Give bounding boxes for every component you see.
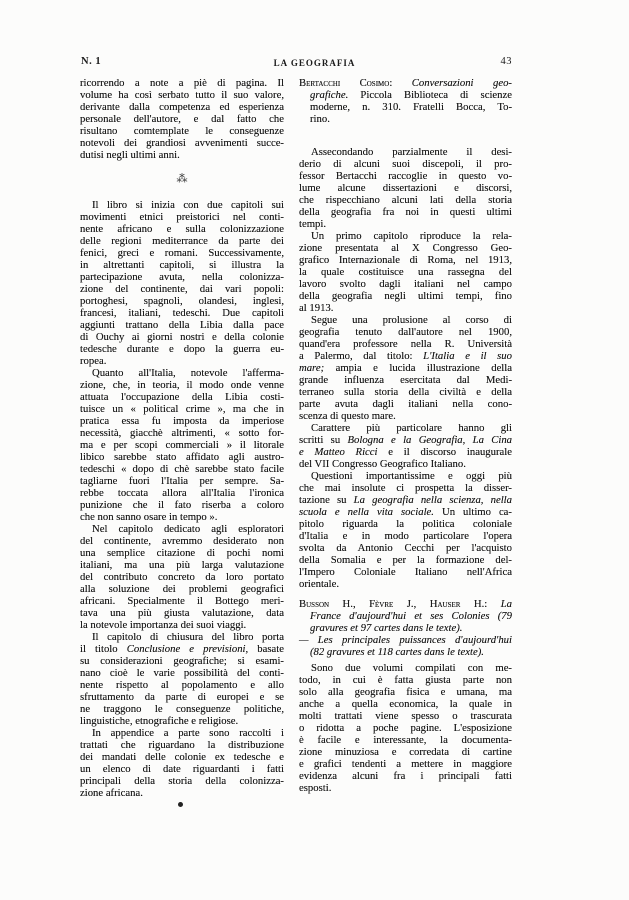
text-line: d'Italia e in modo particolare l'opera: [299, 530, 512, 542]
text-line: e grafici tendenti a mettere in maggiore: [299, 758, 512, 770]
right-column: [299, 0, 512, 900]
text-line: geografia tenuto dall'autore nel 1900,: [299, 326, 512, 338]
text-segment: scritti su: [299, 434, 348, 446]
text-line: [299, 446, 512, 458]
text-line: principali della storia della colonizza-: [80, 775, 284, 787]
text-line: [299, 77, 512, 89]
text-segment: ampia e lucida illustrazione della: [324, 362, 512, 374]
text-line: [299, 362, 512, 374]
text-line: trattati che riguardano la distribuzione: [80, 739, 284, 751]
italic-text: Conversazioni geo-: [411, 77, 512, 89]
text-segment: H.:: [460, 598, 501, 610]
text-line: anche a quella economica, la quale in: [299, 698, 512, 710]
text-line: una semplice citazione di pochi nomi: [80, 547, 284, 559]
author-name: Bertacchi Cosimo: [299, 77, 390, 89]
text-segment: Piccola Biblioteca di scienze: [348, 89, 512, 101]
italic-text: gravures et 97 cartes dans le texte).: [310, 622, 463, 634]
text-segment: H.,: [329, 598, 370, 610]
text-line: linguistiche, etnografiche e religiose.: [80, 715, 239, 727]
text-line: la quale costituisce una rassegna del: [299, 266, 512, 278]
text-line: tava una più giusta valutazione, data: [80, 607, 284, 619]
text-line: africani. Specialmente il Bottego meri-: [80, 595, 284, 607]
bibliographic-entry-bertacchi: [299, 77, 512, 125]
text-line: portoghesi, spagnoli, olandesi, inglesi,: [80, 295, 284, 307]
text-line: libico sarebbe stato affidato agli austro-: [80, 451, 284, 463]
review-busson: [299, 662, 512, 794]
italic-text: Conclusione e previsioni,: [126, 643, 249, 655]
text-segment: e il discorso inaugurale: [377, 446, 512, 458]
text-line: parte avuta dagli italiani nella cono-: [299, 398, 512, 410]
text-line: notevoli dei grandiosi avvenimenti succe-: [80, 137, 284, 149]
bibliographic-entry-busson: [299, 598, 512, 658]
text-line: lavoro svolto dagli italiani nel campo: [299, 278, 512, 290]
review-bertacchi: [299, 146, 512, 590]
text-line: Carattere più particolare hanno gli: [311, 422, 512, 434]
italic-text: e Matteo Ricci: [299, 446, 378, 458]
text-line: ropea.: [80, 355, 107, 367]
text-line: [299, 598, 512, 610]
text-line: Assecondando parzialmente il desi-: [311, 146, 512, 158]
text-line: italiani, ma una più larga valutazione: [80, 559, 284, 571]
text-line: rino.: [310, 113, 330, 125]
bibliographic-citation: [299, 598, 512, 658]
paragraph: [299, 422, 512, 470]
text-line: di Ouchy ai giorni nostri e della colonie: [80, 331, 284, 343]
text-segment: a Palermo, dal titolo:: [299, 350, 424, 362]
running-head-journal-title: LA GEOGRAFIA: [273, 58, 356, 68]
text-line: al 1913.: [299, 302, 334, 314]
text-line: orientale.: [299, 578, 340, 590]
text-segment: basate: [248, 643, 285, 655]
text-line: del contributo concreto da loro portato: [80, 571, 284, 583]
text-line: alla soluzione dei problemi geografici: [80, 583, 284, 595]
italic-text: La: [500, 598, 512, 610]
text-line: delle regioni mediterrance da parte dei: [80, 235, 284, 247]
paragraph: [80, 77, 284, 161]
text-line: punizione che il fato riserba a coloro: [80, 499, 284, 511]
text-line: che rispecchiano alcuni lati della storia: [299, 194, 512, 206]
italic-text: scuola e nella vita sociale.: [299, 506, 434, 518]
text-line: tedesche durante e dopo la guerra eu-: [80, 343, 284, 355]
text-line: todo, in cui è fatta giusta parte non: [299, 674, 512, 686]
italic-text: — Les principales puissances d'aujourd'hui: [299, 634, 512, 646]
italic-text: (82 gravures et 118 cartes dans le texte).: [310, 646, 484, 658]
paragraph: [299, 230, 512, 314]
text-line: [299, 622, 512, 634]
text-line: evidenza alcuni fra i principali fatti: [299, 770, 512, 782]
text-line: quand'era professore nella R. Università: [299, 338, 512, 350]
text-line: zione africana.: [80, 787, 143, 799]
text-line: francesi, italiani, tedeschi. Due capitoli: [80, 307, 284, 319]
italic-text: L'Italia e il suo: [423, 350, 512, 362]
text-line: del VII Congresso Geografico Italiano.: [299, 458, 466, 470]
end-bullet: [178, 802, 183, 807]
text-line: zione del continente, dai vari popoli:: [80, 283, 284, 295]
paragraph: [299, 314, 512, 422]
text-line: pitolo riguarda la politica coloniale: [299, 518, 512, 530]
text-line: movimenti etnici preistorici nel conti-: [80, 211, 284, 223]
text-line: [299, 89, 512, 101]
paragraph: [80, 523, 284, 631]
text-line: della geografia negli ultimi tempi, fino: [299, 290, 512, 302]
continued-paragraph: [80, 77, 284, 161]
text-line: risultano comtemplate le conseguenze: [80, 125, 284, 137]
paragraph: [80, 367, 284, 523]
text-line: ne traggono le conseguenze politiche,: [80, 703, 284, 715]
text-line: un elenco di date riguardanti i fatti: [80, 763, 284, 775]
text-line: che non sanno osare in tempo ».: [80, 511, 218, 523]
text-line: partecipazione avuta, nella colonizza-: [80, 271, 284, 283]
text-line: tedeschi « dopo di chè sarebbe stato facile: [80, 463, 284, 475]
text-line: Un primo capitolo riproduce la rela-: [311, 230, 512, 242]
text-line: grande influenza esercitata dal Medi-: [299, 374, 512, 386]
text-line: aggiunti trattano della Libia dalla pace: [80, 319, 284, 331]
review-body: [80, 199, 284, 799]
text-line: fenici, greci e romani. Successivamente,: [80, 247, 284, 259]
text-line: [299, 350, 512, 362]
text-line: zione, che, in teoria, il modo onde venne: [80, 379, 284, 391]
paragraph: [80, 631, 284, 727]
text-line: fessor Bertacchi raccoglie in questo vo-: [299, 170, 512, 182]
asterism-divider: ⁂: [176, 173, 188, 185]
text-line: grafico Internazionale di Roma, nel 1913,: [299, 254, 512, 266]
text-line: rebbe toccata allora all'Italia l'ironica: [80, 487, 284, 499]
text-line: lume alcune dissertazioni e discorsi,: [299, 182, 512, 194]
text-line: Quanto all'Italia, notevole l'afferma-: [92, 367, 284, 379]
page-number: 43: [500, 56, 512, 67]
text-line: Questioni importantissime e oggi più: [311, 470, 512, 482]
text-segment: J.,: [393, 598, 430, 610]
text-line: nano cioè le varie possibilità del conti-: [80, 667, 284, 679]
italic-text: grafiche.: [310, 89, 349, 101]
text-line: l'Impero Coloniale Italiano nell'Africa: [299, 566, 512, 578]
text-line: volume ha così serbato tutto il suo valore,: [80, 89, 284, 101]
text-line: esposti.: [299, 782, 332, 794]
paragraph: [299, 146, 512, 230]
italic-text: Bologna e la Geografia, La Cina: [347, 434, 513, 446]
text-line: tuisce un « political crime », ma che in: [80, 403, 284, 415]
text-line: Segue una prolusione al corso di: [311, 314, 512, 326]
text-line: è facile e interessante, la documenta-: [299, 734, 512, 746]
text-line: [80, 643, 284, 655]
text-line: della geografia fra noi in questi ultimi: [299, 206, 512, 218]
text-line: dutisi negli ultimi anni.: [80, 149, 180, 161]
paragraph: [80, 199, 284, 367]
text-line: [299, 434, 512, 446]
text-line: Il libro si inizia con due capitoli sui: [92, 199, 284, 211]
text-line: molti trattati viene spesso o trascurata: [299, 710, 512, 722]
text-line: [299, 506, 512, 518]
text-line: ricorrendo a note a piè di pagina. Il: [80, 77, 284, 89]
text-line: tagliarne fuori l'Italia per sempre. Sa-: [80, 475, 284, 487]
text-line: solo alla geografia fisica e umana, ma: [299, 686, 512, 698]
text-line: pratica essa fu imposta da imperiose: [80, 415, 284, 427]
issue-number: N. 1: [81, 56, 102, 67]
italic-text: La geografia nella scienza, nella: [353, 494, 512, 506]
text-line: del continente, avremmo desiderato non: [80, 535, 284, 547]
paragraph: [299, 470, 512, 590]
text-line: Il capitolo di chiusura del libro porta: [92, 631, 284, 643]
text-line: nente africano e sulla colonizzazione: [80, 223, 284, 235]
text-line: nente rispetto al popolamento e allo: [80, 679, 284, 691]
text-segment: tazione su: [299, 494, 354, 506]
text-line: o ridotta a poche pagine. L'esposizione: [299, 722, 512, 734]
text-line: della Somalia e per la formazione del-: [299, 554, 512, 566]
text-line: la notevole importanza dei suoi viaggi.: [80, 619, 247, 631]
text-line: scenza di questo mare.: [299, 410, 396, 422]
text-line: sfruttamento da parte di europei e se: [80, 691, 284, 703]
text-line: derio di alcuni suoi discepoli, il pro-: [299, 158, 512, 170]
text-line: Sono due volumi compilati con me-: [311, 662, 512, 674]
text-line: [299, 610, 512, 622]
text-line: attuata l'occupazione della Libia costi-: [80, 391, 284, 403]
paragraph: [299, 662, 512, 794]
text-line: moderne, n. 310. Fratelli Bocca, To-: [310, 101, 512, 113]
text-line: personale dell'autore, e dal fatto che: [80, 113, 284, 125]
text-line: zione minuziosa e corredata di cartine: [299, 746, 512, 758]
left-column: [80, 0, 284, 900]
text-line: In appendice a parte sono raccolti i: [92, 727, 284, 739]
text-line: necessità, giacchè altrimenti, « sotto for-: [80, 427, 284, 439]
text-line: [299, 634, 512, 646]
text-line: terraneo sulla storia della civiltà e della: [299, 386, 512, 398]
text-segment: Un ultimo ca-: [433, 506, 512, 518]
italic-text: France d'aujourd'hui et ses Colonies (79: [310, 610, 512, 622]
text-line: in altrettanti capitoli, si illustra la: [80, 259, 284, 271]
text-line: derivante dalla competenza ed esperienza: [80, 101, 284, 113]
text-segment: il titolo: [80, 643, 127, 655]
text-line: svolta da Antonio Cecchi per l'acquisto: [299, 542, 512, 554]
text-line: dei mandati delle colonie ex tedesche e: [80, 751, 284, 763]
italic-text: mare;: [299, 362, 325, 374]
author-name: Fèvre: [369, 598, 394, 610]
text-line: [299, 646, 512, 658]
author-name: Hauser: [429, 598, 461, 610]
text-segment: :: [389, 77, 412, 89]
text-line: Nel capitolo dedicato agli esploratori: [92, 523, 284, 535]
text-line: [299, 494, 512, 506]
text-line: tempi.: [299, 218, 327, 230]
text-line: ma e per scopi commerciali » il litorale: [80, 439, 284, 451]
text-line: zione presentata al X Congresso Geo-: [299, 242, 512, 254]
bibliographic-citation: [299, 77, 512, 125]
text-line: che mai insolute ci prospetta la disser-: [299, 482, 512, 494]
paragraph: [80, 727, 284, 799]
text-line: su considerazioni geografiche; si esami-: [80, 655, 284, 667]
author-name: Busson: [299, 598, 330, 610]
